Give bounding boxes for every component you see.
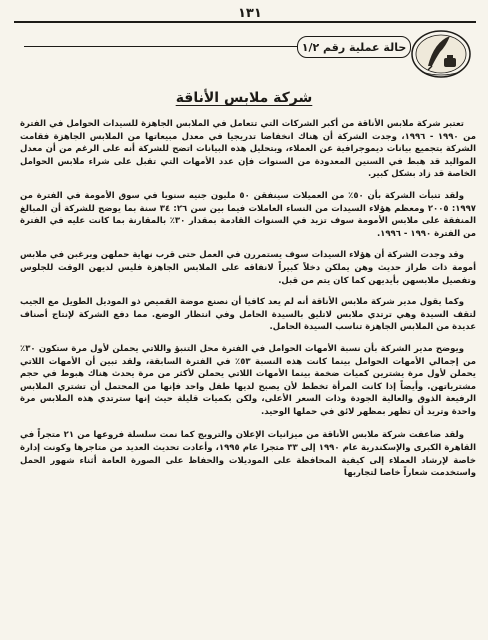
pen-and-inkwell-emblem-icon	[410, 28, 472, 80]
document-body	[20, 118, 476, 489]
case-label-rule	[24, 46, 297, 47]
paragraph-4: وكما يقول مدير شركة ملابس الأناقة أنه لم يعد كافيا أن نصنع موضة القميص ذو الموديل الطويل مع الجيب لتقف السيدة وهي ترتدي ملابس لاتليق بالسيدة الحامل وفي انتظار الوضع. مما دفع الشركة لإنتاج أصناف عديدة من الملابس الجاهزة تناسب السيدة الحامل.	[20, 297, 476, 333]
paragraph-5: ويوضح مدير الشركة بأن نسبة الأمهات الحوامل في الفترة محل التنبؤ واللاتي يحملن لأول مرة ستكون ٣٠٪ من إجمالي الأمهات الحوامل بينما كانت هذه النسبة ٥٣٪ في الفترة السابقة، ولقد تبين أن الأمهات اللاتي يحملن لأول مرة يشترين كميات ضخمة بينما الأمهات اللاتي يحملن لأكثر من مرة يحدث هناك هبوط في حجم مشترياتهن. وأيضاً إذا كانت المرأة تخطط لأن يصبح لديها طفل واحد فإنها من المحتمل أن تشتري الملابس الرفيعة الذوق والعالية الجودة وذات السعر الأعلى، ولكن بكميات قليلة حيث إنها سترتدي هذه الملابس مرة واحدة وتريد أن تظهر بمظهر لائق في حملها الوحيد.	[20, 343, 476, 417]
page-number: ١٣١	[238, 6, 262, 21]
paragraph-2: ولقد تنبأت الشركة بأن ٥٠٪ من العميلات سينفقن ٥٠ مليون جنيه سنويا في سوق الأمومة في الفترة من ١٩٩٧: ٢٠٠٥ ومعظم هؤلاء السيدات من النساء العاملات فيما بين سن ٢٦: ٣٤ سنة بما يوضح للشركة أن المبالغ المنفقة على ملابس الأمومة سوف تزيد في السنوات القادمة بمقدار ٣٠٪ بالمقارنة بما كانت عليه في الفترة من الفترة ١٩٩٠ - ١٩٩٦.	[20, 190, 476, 239]
header-rule	[14, 21, 476, 23]
document-title: شركة ملابس الأناقة	[175, 90, 313, 106]
paragraph-3: وقد وجدت الشركة أن هؤلاء السيدات سوف يستمررن في العمل حتى قرب نهاية حملهن ويرغبن في ملابس أمومة ذات طراز حديث وهن يملكن دخلاً كبيراً لانفاقه على الملابس الجاهزة فليس لديهن الوقت للجلوس وتفصيل ملابسهن بأيديهن كما كان يتم من قبل.	[20, 250, 476, 286]
paragraph-6: ولقد ضاعفت شركة ملابس الأناقة من ميزانيات الإعلان والترويج كما نمت سلسلة فروعها من ٢١ متجراً في القاهرة الكبرى والإسكندرية عام ١٩٩٠ إلى ٣٣ متجرا عام ١٩٩٥، وأعادت تحديث العديد من متاجرها وكونت إدارة خاصة لإرشاد العملاء إلى كيفية المحافظة على الموديلات والحفاظ على الصورة العامة أثناء شهور الحمل واستخدمت شعاراً خاصا لتجاربها	[20, 430, 476, 479]
case-label: حالة عملية رقم ١/٢	[297, 36, 411, 58]
paragraph-1: تعتبر شركة ملابس الأناقة من أكبر الشركات التي تتعامل في الملابس الجاهزة للسيدات الحوامل في الفترة من ١٩٩٠ - ١٩٩٦، وجدت الشركة أن هناك انخفاضا تدريجيا في معدل مبيعاتها من الملابس الجاهزة فقامت الشركة بتجميع بيانات ديموجرافية عن العملاء، وبتحليل هذه البيانات اتضح للشركة أنه على الرغم من أن معدل المواليد قد هبط في السنين المعدودة من السنوات فإن عدد الأمهات التي تقبل على شراء ملابس الحوامل الخاصة قد زاد بشكل كبير.	[20, 119, 476, 180]
